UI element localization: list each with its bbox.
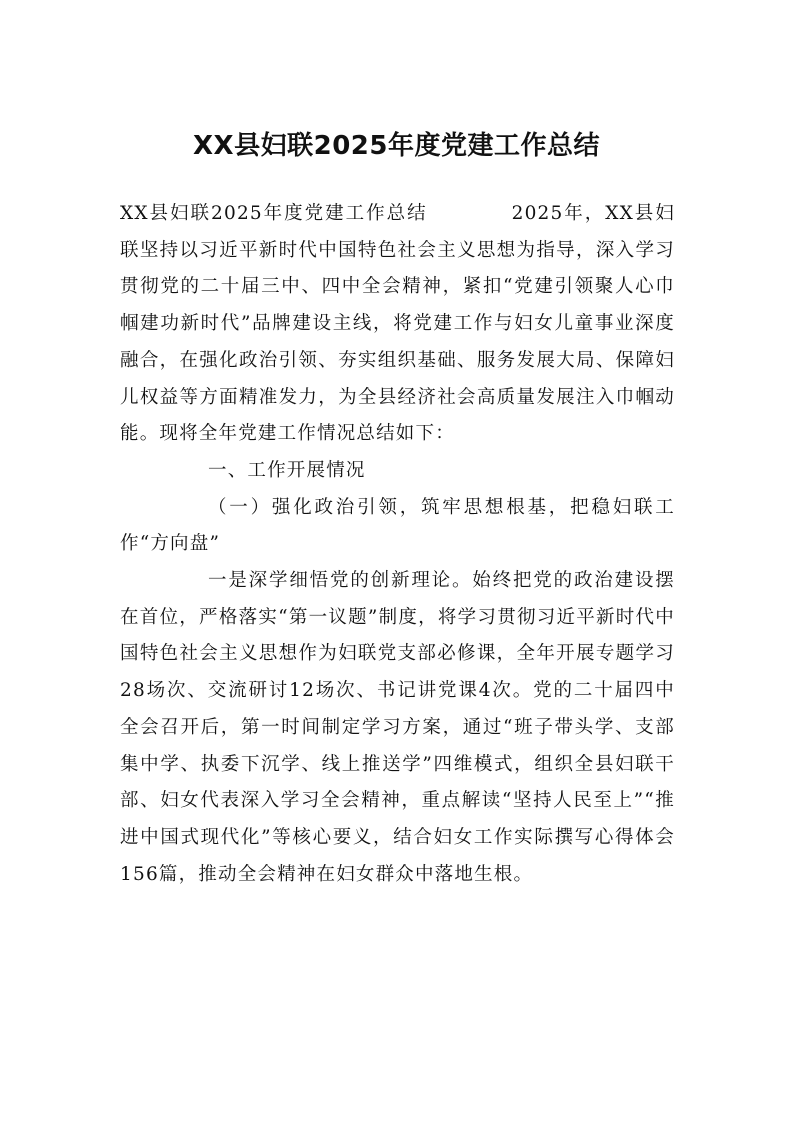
intro-paragraph <box>120 196 675 453</box>
subsection-heading: （一）强化政治引领，筑牢思想根基，把稳妇联工作“方向盘” <box>120 496 675 555</box>
body-paragraph: 一是深学细悟党的创新理论。始终把党的政治建设摆在首位，严格落实“第一议题”制度，将学习贯彻习近平新时代中国特色社会主义思想作为妇联党支部必修课，全年开展专题学习28场次、交流研讨12场次、书记讲党课4次。党的二十届四中全会召开后，第一时间制定学习方案，通过“班子带头学、支部集中学、执委下沉学、线上推送学”四维模式，组织全县妇联干部、妇女代表深入学习全会精神，重点解读“坚持人民至上”“推进中国式现代化”等核心要义，结合妇女工作实际撰写心得体会156篇，推动全会精神在妇女群众中落地生根。 <box>120 570 675 885</box>
intro-text: 2025年，XX县妇联坚持以习近平新时代中国特色社会主义思想为指导，深入学习贯彻党的二十届三中、四中全会精神，紧扣“党建引领聚人心巾帼建功新时代”品牌建设主线，将党建工作与妇女儿童事业深度融合，在强化政治引领、夯实组织基础、服务发展大局、保障妇儿权益等方面精准发力，为全县经济社会高质量发展注入巾帼动能。现将全年党建工作情况总结如下： <box>120 203 675 445</box>
section-heading: 一、工作开展情况 <box>208 459 366 481</box>
document-title: XX县妇联2025年度党建工作总结 <box>193 131 600 161</box>
intro-heading: XX县妇联2025年度党建工作总结 <box>120 203 428 224</box>
document-body <box>120 196 675 893</box>
